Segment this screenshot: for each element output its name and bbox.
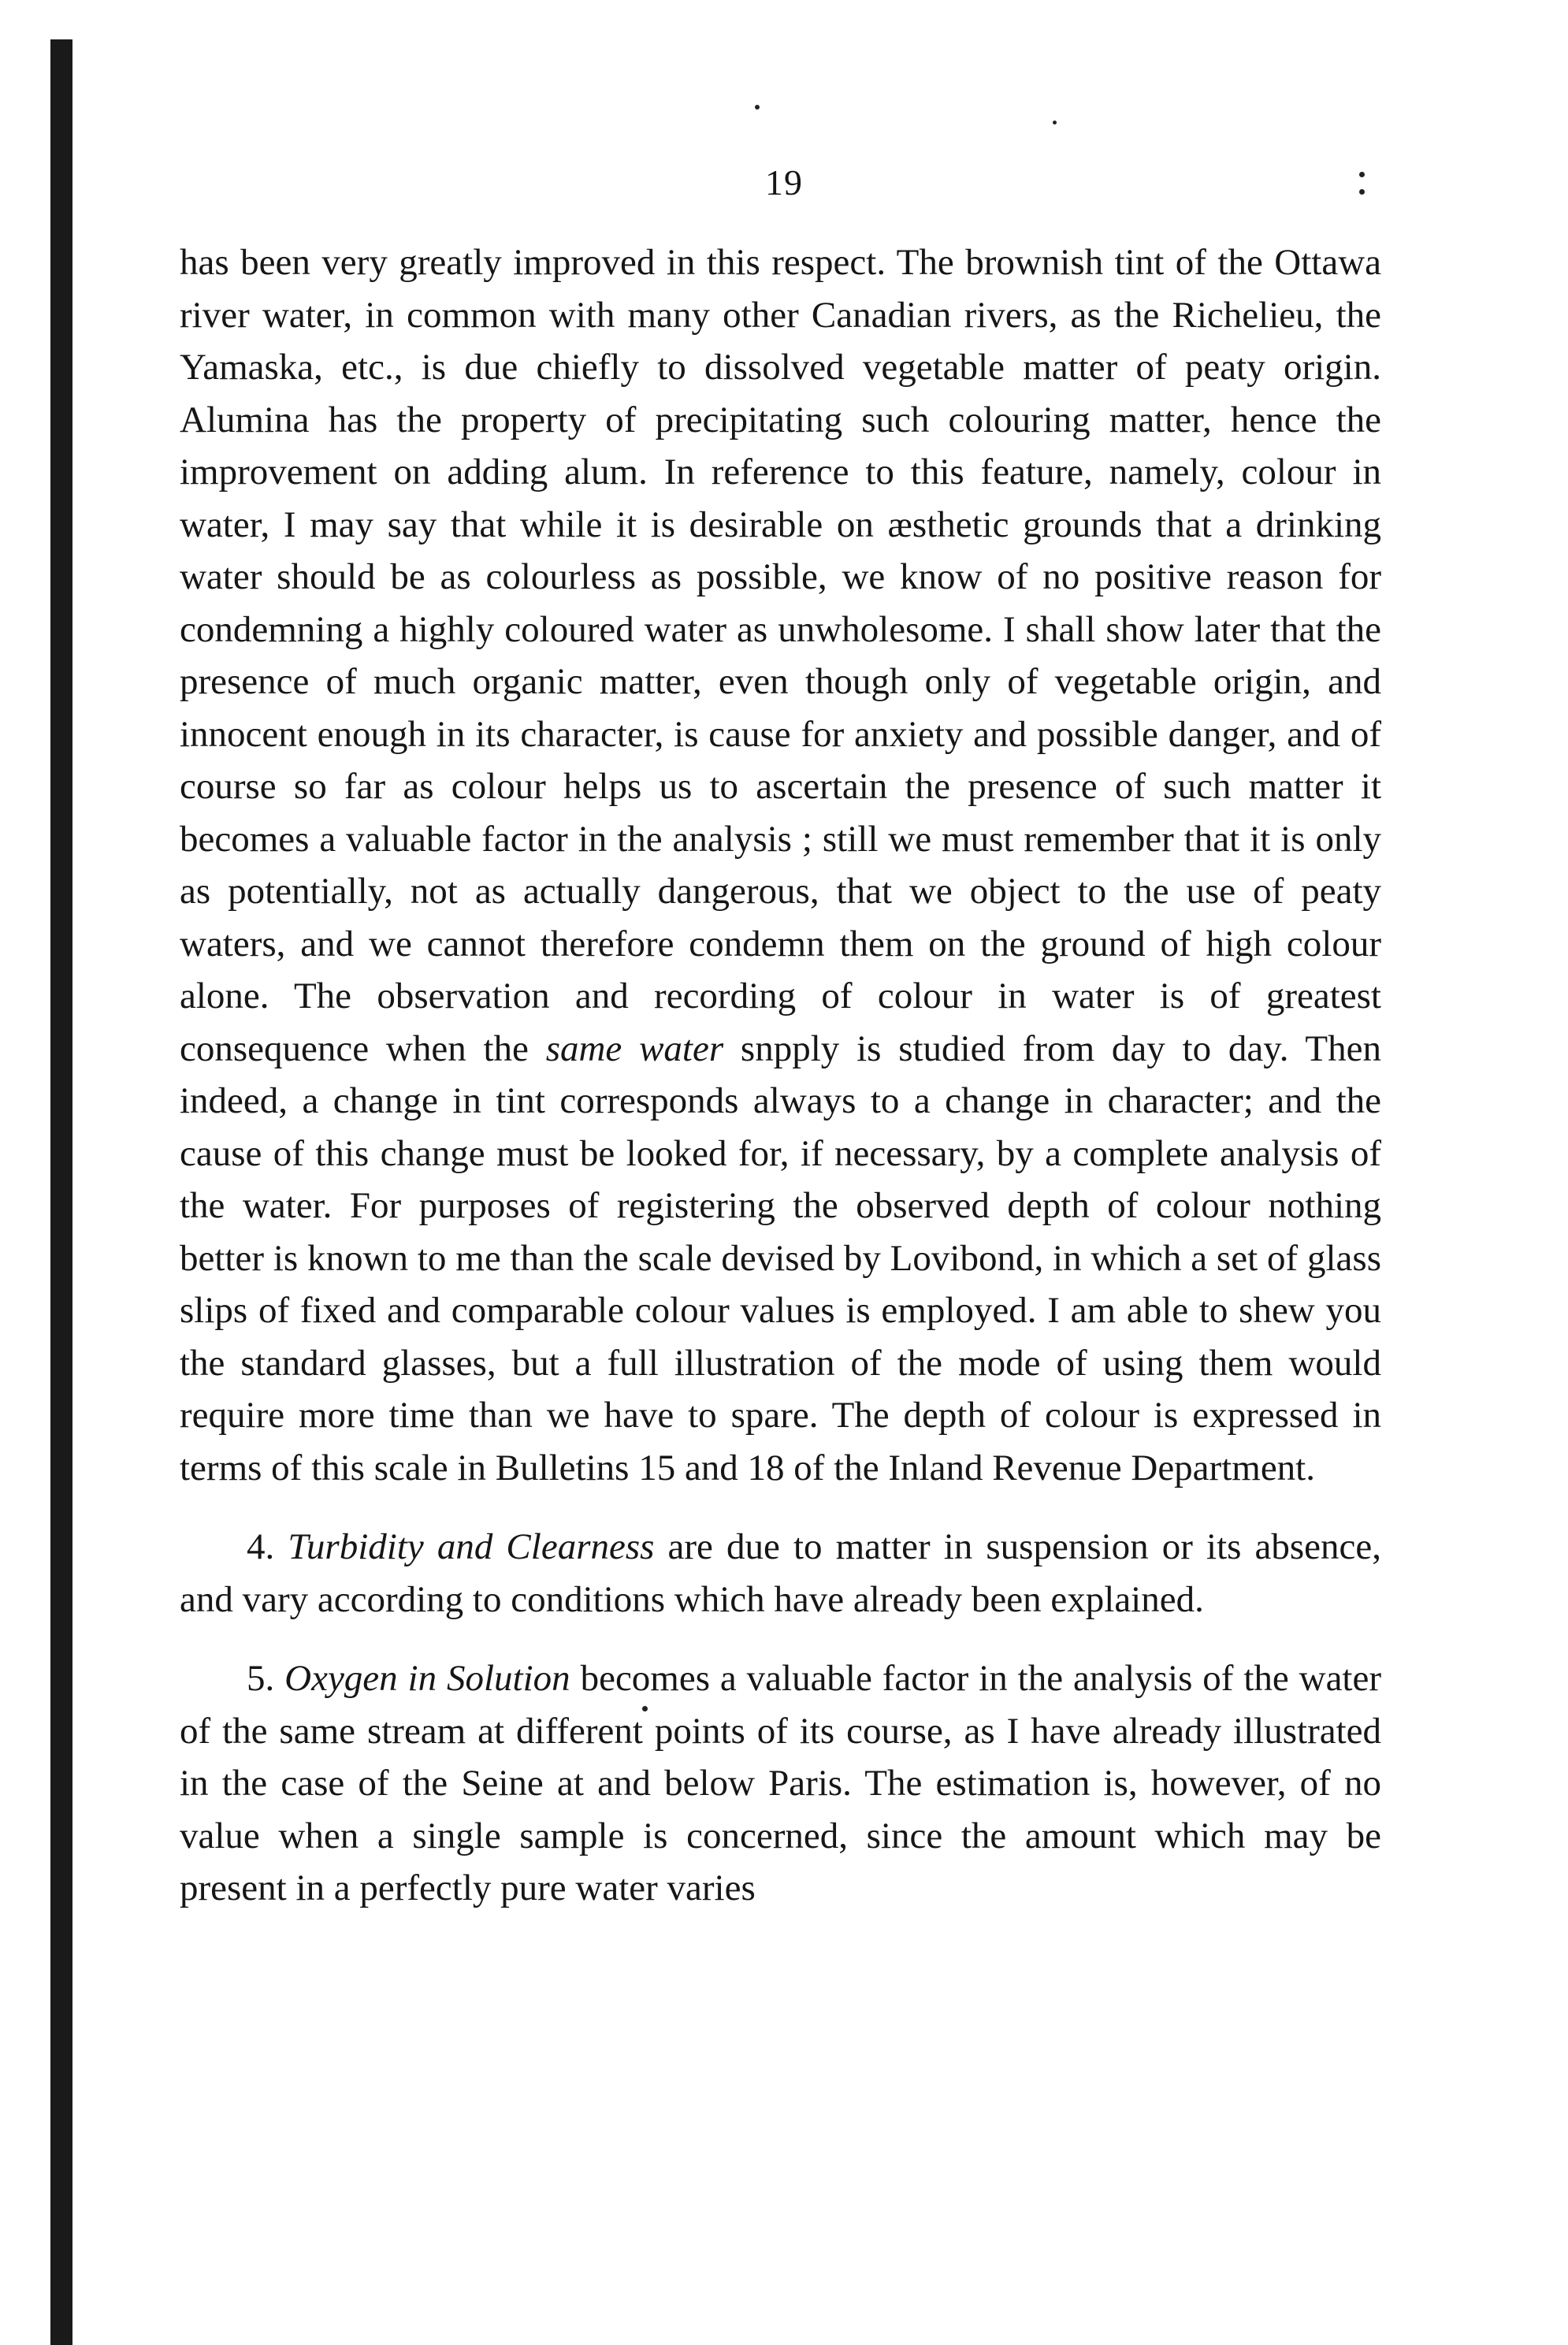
scan-binding-edge [50, 39, 72, 2345]
body-text [180, 236, 1381, 1915]
paragraph-turbidity [180, 1521, 1381, 1626]
text-run: are due to matter in suspension or its absence, and vary according to conditions which have already been explained. [180, 1526, 1382, 1620]
italic-term-same-water: same water [545, 1028, 724, 1069]
paragraph-oxygen [180, 1652, 1381, 1915]
scan-speck [755, 105, 760, 110]
italic-term-oxygen: Oxygen in Solution [284, 1658, 570, 1699]
scan-speck [1053, 121, 1057, 124]
text-run: has been very greatly improved in this respect. The brownish tint of the Ottawa river water, in common with many other Canadian rivers, as the Richelieu, the Yamaska, etc., is due chiefly to dissolved vegetable matter of peaty origin. Alumina has the property of precipitating such colouring matter, hence the improvement on adding alum. In reference to this feature, namely, colour in water, I may say that while it is desirable on æsthetic grounds that a drinking water should be as colourless as possible, we know of no positive reason for condemning a highly coloured water as unwholesome. I shall show later that the presence of much organic matter, even though only of vegetable origin, and innocent enough in its character, is cause for anxiety and possible danger, and of course so far as colour helps us to ascertain the presence of such matter it becomes a valuable factor in the analysis ; still we must remember that it is only as potentially, not as actually dangerous, that we object to the use of peaty waters, and we cannot therefore condemn them on the ground of high colour alone. The observation and recording of colour in water is of greatest consequence when the [180, 242, 1381, 1069]
text-run: snpply is studied from day to day. Then indeed, a change in tint corresponds always to a change in character; and the cause of this change must be looked for, if necessary, by a complete analysis of the water. For purposes of registering the observed depth of colour nothing better is known to me than the scale devised by Lovibond, in which a set of glass slips of fixed and comparable colour values is employed. I am able to shew you the standard glasses, but a full illustration of the mode of using them would require more time than we have to spare. The depth of colour is expressed in terms of this scale in Bulletins 15 and 18 of the Inland Revenue Department. [180, 1028, 1381, 1488]
page-number: 19 [765, 162, 803, 203]
text-run: becomes a valuable factor in the analysis of the water of the same stream at different points of its course, as I have already illustrated in the case of the Seine at and below Paris. The estimation is, however, of no value when a single sample is concerned, since the amount which may be present in a perfectly pure water varies [180, 1658, 1381, 1908]
italic-term-turbidity: Turbidity and Clearness [288, 1526, 655, 1567]
paragraph-colour [180, 236, 1381, 1494]
item-number: 4. [247, 1526, 288, 1567]
item-number: 5. [247, 1658, 285, 1699]
